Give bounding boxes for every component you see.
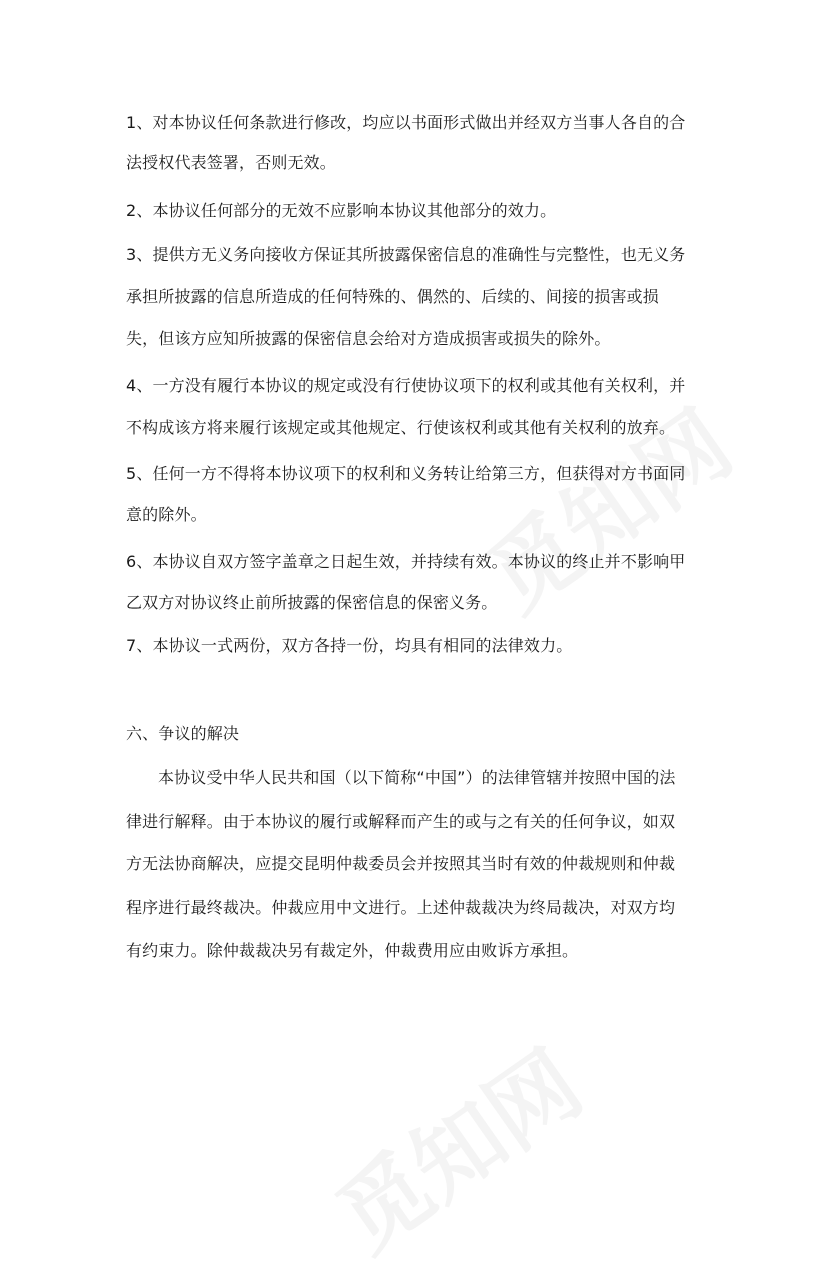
clause-1-line-2: 法授权代表签署，否则无效。 <box>126 153 336 172</box>
clause-6-line-2: 乙双方对协议终止前所披露的保密信息的保密义务。 <box>126 593 498 612</box>
watermark <box>307 1014 603 1275</box>
clause-5-line-2: 意的除外。 <box>126 505 207 524</box>
section-body-line-3: 方无法协商解决，应提交昆明仲裁委员会并按照其当时有效的仲裁规则和仲裁 <box>126 854 676 873</box>
clause-7-line-1: 7、本协议一式两份，双方各持一份，均具有相同的法律效力。 <box>126 636 573 655</box>
watermark <box>457 374 753 635</box>
clause-3-line-3: 失，但该方应知所披露的保密信息会给对方造成损害或损失的除外。 <box>126 329 611 348</box>
clause-3-line-1: 3、提供方无义务向接收方保证其所披露保密信息的准确性与完整性，也无义务 <box>126 245 686 264</box>
clause-2-line-1: 2、本协议任何部分的无效不应影响本协议其他部分的效力。 <box>126 201 557 220</box>
clause-3-line-2: 承担所披露的信息所造成的任何特殊的、偶然的、后续的、间接的损害或损 <box>126 287 659 306</box>
clause-1-line-1: 1、对本协议任何条款进行修改，均应以书面形式做出并经双方当事人各自的合 <box>126 113 686 132</box>
section-heading: 六、争议的解决 <box>126 724 240 743</box>
clause-4-line-2: 不构成该方将来履行该规定或其他规定、行使该权利或其他有关权利的放弃。 <box>126 418 676 437</box>
section-body-line-2: 律进行解释。由于本协议的履行或解释而产生的或与之有关的任何争议，如双 <box>126 812 676 831</box>
section-body-line-5: 有约束力。除仲裁裁决另有裁定外，仲裁费用应由败诉方承担。 <box>126 941 579 960</box>
section-body-line-4: 程序进行最终裁决。仲裁应用中文进行。上述仲裁裁决为终局裁决，对双方均 <box>126 898 676 917</box>
section-body-line-1: 本协议受中华人民共和国（以下简称“中国”）的法律管辖并按照中国的法 <box>158 768 676 787</box>
clause-5-line-1: 5、任何一方不得将本协议项下的权利和义务转让给第三方，但获得对方书面同 <box>126 464 686 483</box>
clause-6-line-1: 6、本协议自双方签字盖章之日起生效，并持续有效。本协议的终止并不影响甲 <box>126 552 686 571</box>
clause-4-line-1: 4、一方没有履行本协议的规定或没有行使协议项下的权利或其他有关权利，并 <box>126 376 686 395</box>
